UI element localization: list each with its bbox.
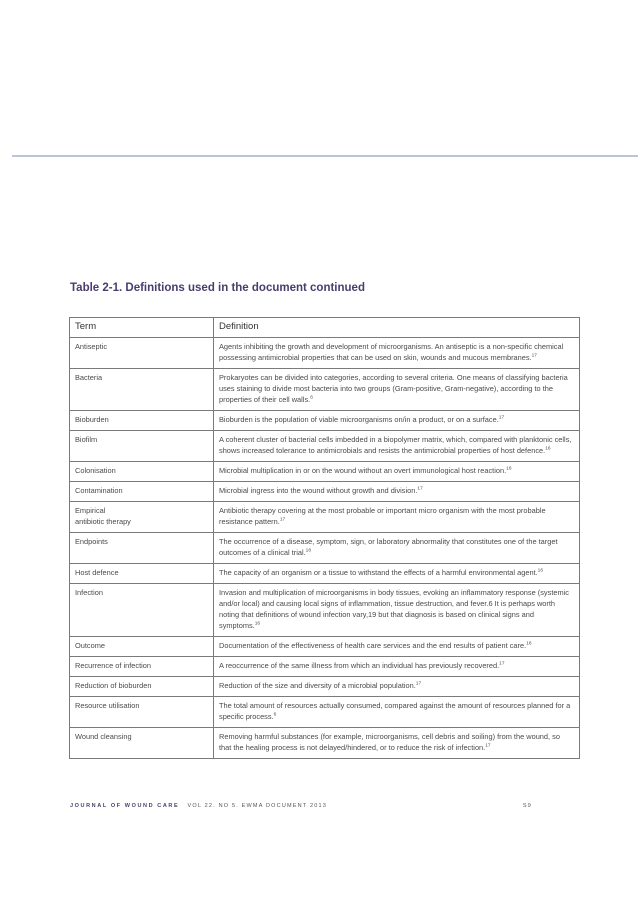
term-text: Biofilm: [75, 435, 98, 444]
table-row: [70, 482, 580, 502]
definition-text: The total amount of resources actually consumed, compared against the amount of resources planned for a specific process.: [219, 701, 571, 721]
reference-superscript: 6: [273, 712, 277, 718]
table-body: [70, 338, 580, 759]
footer-page-number: S9: [522, 803, 532, 809]
term-text: Recurrence of infection: [75, 661, 151, 670]
reference-superscript: 16: [545, 446, 551, 452]
table-row: [70, 533, 580, 564]
definition-cell: [214, 728, 580, 759]
definition-cell: [214, 411, 580, 431]
definition-text: Invasion and multiplication of microorganisms in body tissues, evoking an inflammatory response (systemic and/or local) and causing local signs of inflammation, tissue destruction, and fever.6 It is perhaps worth noting that definitions of wound infection vary,19 but that diagnosis is based on clinical signs and symptoms.: [219, 588, 569, 630]
definition-text: Documentation of the effectiveness of health care services and the end results of patient care.: [219, 641, 527, 650]
definition-text: The capacity of an organism or a tissue to withstand the effects of a harmful environmental agent.: [219, 568, 538, 577]
term-cell: [70, 482, 214, 502]
definition-cell: [214, 502, 580, 533]
definition-text: A reoccurrence of the same illness from which an individual has previously recovered.: [219, 661, 500, 670]
definition-text: Microbial multiplication in or on the wound without an overt immunological host reaction.: [219, 466, 507, 475]
column-header-definition: Definition: [214, 318, 580, 338]
term-text: Antiseptic: [75, 342, 108, 351]
definition-cell: [214, 369, 580, 411]
table-row: [70, 462, 580, 482]
term-text: Bacteria: [75, 373, 103, 382]
reference-superscript: 18: [526, 641, 532, 647]
footer-issue: VOL 22. NO 5. EWMA DOCUMENT 2013: [187, 803, 328, 809]
definition-cell: [214, 637, 580, 657]
term-text: Wound cleansing: [75, 732, 132, 741]
term-cell: [70, 533, 214, 564]
definition-cell: [214, 697, 580, 728]
table-row: [70, 728, 580, 759]
definition-text: Prokaryotes can be divided into categories, according to several criteria. One means of classifying bacteria uses staining to divide most bacteria into two groups (Gram-positive, Gram-negative), according to the properties of their cell walls.: [219, 373, 568, 404]
definition-text: Reduction of the size and diversity of a microbial population.: [219, 681, 416, 690]
term-cell: [70, 677, 214, 697]
definition-cell: [214, 657, 580, 677]
table-row: [70, 697, 580, 728]
term-cell: [70, 431, 214, 462]
column-header-term: Term: [70, 318, 214, 338]
definition-text: Removing harmful substances (for example, microorganisms, cell debris and soiling) from the wound, so that the healing process is not delayed/hindered, or to reduce the risk of infection.: [219, 732, 560, 752]
definition-cell: [214, 431, 580, 462]
term-cell: [70, 338, 214, 369]
term-cell: [70, 697, 214, 728]
table-row: [70, 431, 580, 462]
reference-superscript: 17: [417, 486, 423, 492]
definition-cell: [214, 462, 580, 482]
term-text: Infection: [75, 588, 103, 597]
term-text: Outcome: [75, 641, 105, 650]
term-cell: [70, 369, 214, 411]
table-title: Table 2-1. Definitions used in the document continued: [70, 282, 365, 294]
reference-superscript: 17: [279, 517, 286, 523]
term-cell: [70, 584, 214, 637]
page-footer: [70, 803, 532, 809]
definition-text: The occurrence of a disease, symptom, sign, or laboratory abnormality that constitutes one of the target outcomes of a clinical trial.: [219, 537, 558, 557]
term-cell: [70, 564, 214, 584]
table-row: [70, 584, 580, 637]
table-row: [70, 564, 580, 584]
table-row: [70, 369, 580, 411]
definition-cell: [214, 584, 580, 637]
term-text: Endpoints: [75, 537, 108, 546]
reference-superscript: 17: [498, 415, 505, 421]
term-cell: [70, 411, 214, 431]
definition-text: A coherent cluster of bacterial cells imbedded in a biopolymer matrix, which, compared with planktonic cells, shows increased tolerance to antimicrobials and resists the antimicrobial properties of host defence.: [219, 435, 572, 455]
term-text: Empirical: [75, 506, 106, 515]
term-text: Contamination: [75, 486, 123, 495]
table-row: [70, 657, 580, 677]
table-row: [70, 677, 580, 697]
term-text: Resource utilisation: [75, 701, 140, 710]
reference-superscript: 17: [499, 661, 505, 667]
table-row: [70, 502, 580, 533]
reference-superscript: 6: [310, 395, 313, 401]
term-text: Colonisation: [75, 466, 116, 475]
term-text-line2: antibiotic therapy: [75, 517, 131, 526]
reference-superscript: 16: [537, 568, 543, 574]
reference-superscript: 18: [305, 548, 312, 554]
definitions-table: [69, 317, 580, 759]
term-text: Reduction of bioburden: [75, 681, 152, 690]
reference-superscript: 17: [531, 353, 537, 359]
term-cell: [70, 728, 214, 759]
definition-text: Antibiotic therapy covering at the most probable or important micro organism with the most probable resistance pattern.: [219, 506, 546, 526]
definition-cell: [214, 533, 580, 564]
term-cell: [70, 502, 214, 533]
term-cell: [70, 462, 214, 482]
footer-journal-name: JOURNAL OF WOUND CARE: [70, 803, 180, 809]
term-text: Bioburden: [75, 415, 109, 424]
definition-text: Bioburden is the population of viable microorganisms on/in a product, or on a surface.: [219, 415, 499, 424]
table-row: [70, 637, 580, 657]
reference-superscript: 16: [254, 621, 261, 627]
table-row: [70, 338, 580, 369]
header-rule: [12, 155, 638, 157]
term-cell: [70, 657, 214, 677]
definition-cell: [214, 482, 580, 502]
table-row: [70, 411, 580, 431]
table-header-row: [70, 318, 580, 338]
reference-superscript: 17: [415, 681, 422, 687]
reference-superscript: 16: [506, 466, 512, 472]
definition-cell: [214, 677, 580, 697]
definition-text: Agents inhibiting the growth and development of microorganisms. An antiseptic is a non-specific chemical possessing antimicrobial properties that can be used on skin, wounds and mucous membranes.: [219, 342, 564, 362]
definition-cell: [214, 338, 580, 369]
term-text: Host defence: [75, 568, 119, 577]
reference-superscript: 17: [485, 743, 491, 749]
definition-cell: [214, 564, 580, 584]
definition-text: Microbial ingress into the wound without growth and division.: [219, 486, 418, 495]
term-cell: [70, 637, 214, 657]
